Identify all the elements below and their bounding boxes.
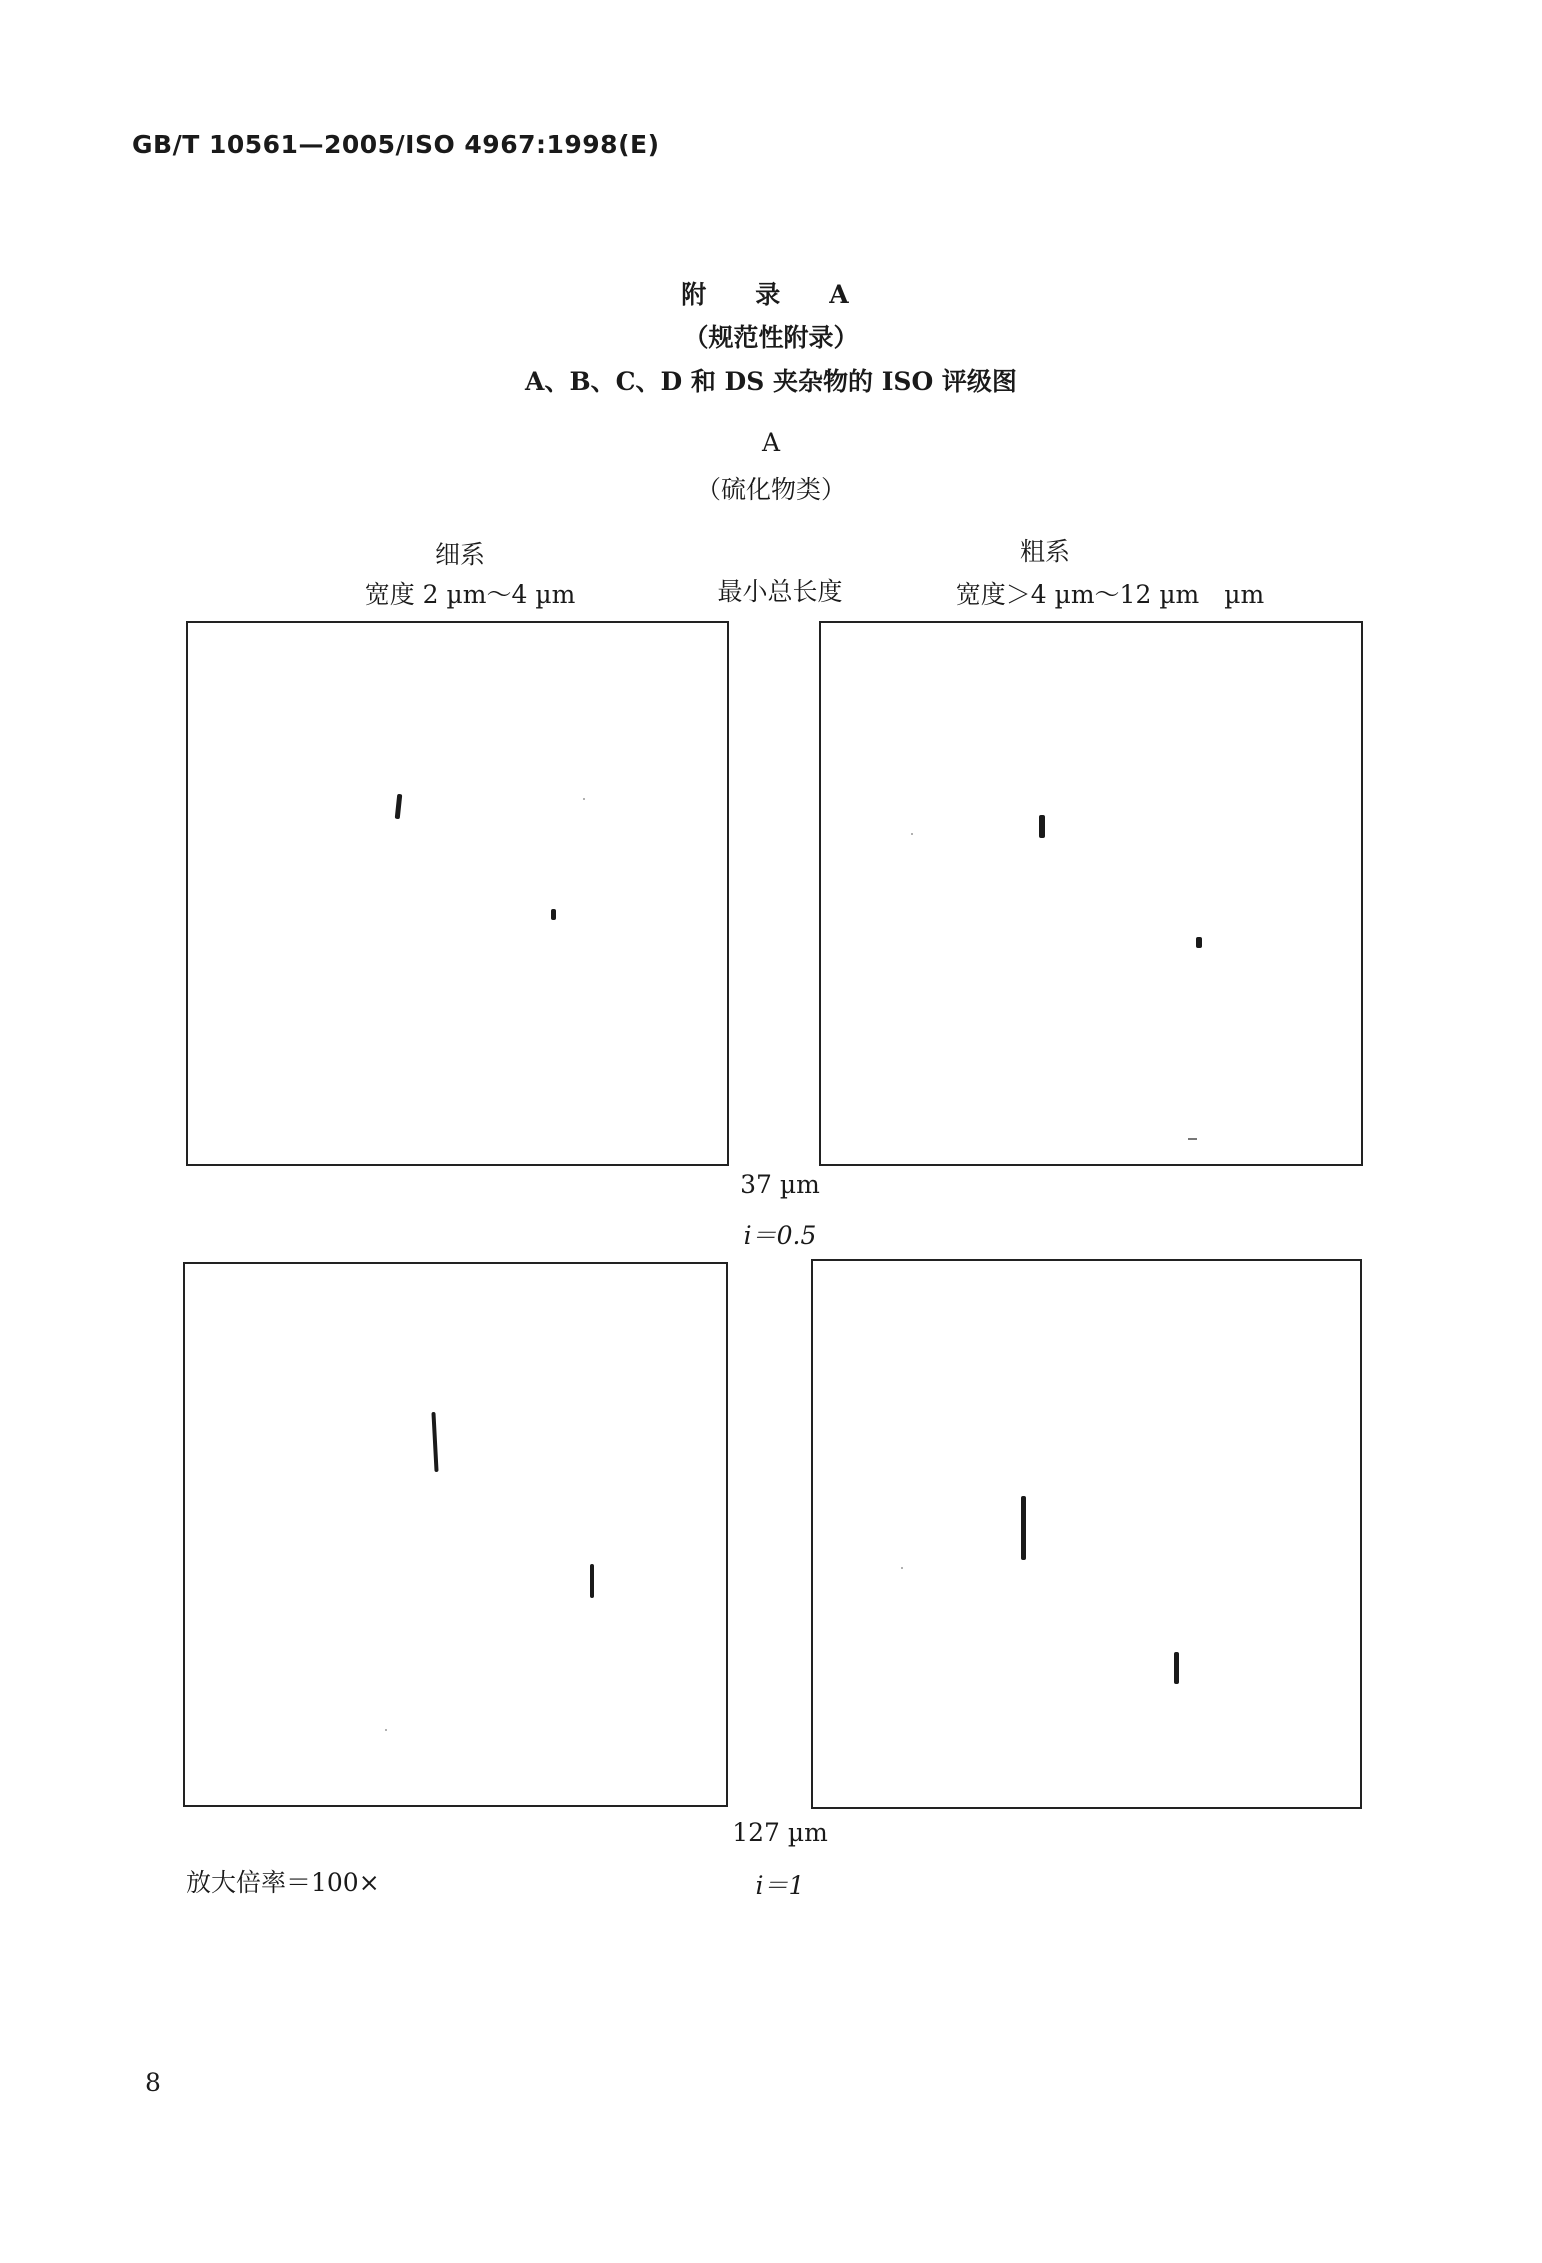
- rating-chart-coarse-0.5: [819, 621, 1363, 1166]
- standard-header: GB/T 10561—2005/ISO 4967:1998(E): [132, 130, 660, 159]
- inclusion-mark: [1174, 1652, 1179, 1684]
- chart-main-title: A、B、C、D 和 DS 夹杂物的 ISO 评级图: [525, 367, 1017, 396]
- coarse-series-width: 宽度＞4 µm～12 µm µm: [955, 580, 1265, 609]
- fine-series-width: 宽度 2 µm～4 µm: [364, 580, 576, 609]
- inclusion-mark: [551, 909, 556, 920]
- rating-chart-coarse-1: [811, 1259, 1362, 1809]
- rating-chart-fine-0.5: [186, 621, 729, 1166]
- rating-chart-fine-1: [183, 1262, 728, 1807]
- inclusion-mark: [1021, 1496, 1026, 1560]
- annex-normative-note: （规范性附录）: [683, 323, 859, 352]
- row2-index: i＝1: [755, 1871, 805, 1900]
- inclusion-mark: [590, 1564, 594, 1598]
- inclusion-mark: [395, 794, 403, 819]
- speck: [901, 1567, 903, 1569]
- annex-title: 附 录 A: [681, 280, 861, 309]
- min-total-length-label: 最小总长度: [717, 577, 843, 606]
- speck: [385, 1729, 387, 1731]
- coarse-series-label: 粗系: [1019, 537, 1070, 566]
- inclusion-type-letter: A: [761, 428, 781, 457]
- magnification-label: 放大倍率＝100×: [186, 1868, 380, 1897]
- speck: [911, 833, 913, 835]
- row2-min-length: 127 µm: [732, 1818, 828, 1847]
- inclusion-mark: [431, 1412, 438, 1472]
- row1-index: i＝0.5: [743, 1221, 817, 1250]
- inclusion-mark: [1196, 937, 1202, 948]
- row1-min-length: 37 µm: [740, 1170, 820, 1199]
- speck: [1188, 1138, 1197, 1140]
- inclusion-mark: [1039, 815, 1045, 838]
- page-number: 8: [145, 2068, 161, 2097]
- fine-series-label: 细系: [434, 540, 485, 569]
- inclusion-type-name: （硫化物类）: [695, 475, 846, 504]
- speck: [583, 798, 585, 800]
